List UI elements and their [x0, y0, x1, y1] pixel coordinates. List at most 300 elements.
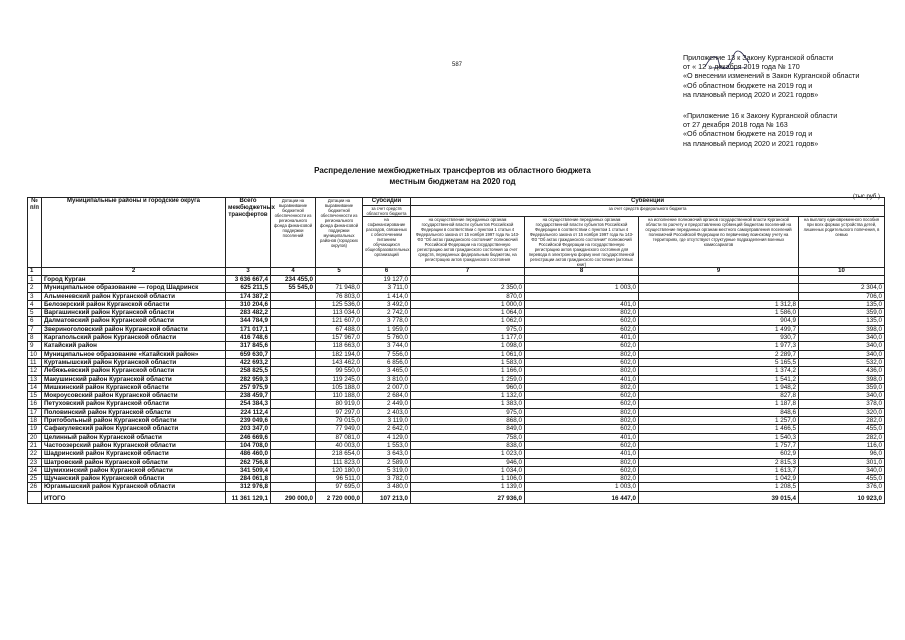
cell-d2: 120 180,0	[316, 466, 363, 474]
cell-d1	[271, 292, 316, 300]
cell-d1	[271, 458, 316, 466]
cell-d2: 40 003,0	[316, 441, 363, 449]
column-number: 8	[525, 268, 639, 276]
cell-n: 10	[28, 350, 42, 358]
cell-c10: 340,0	[799, 350, 885, 358]
table-row	[28, 358, 885, 366]
cell-c7: 870,0	[411, 292, 525, 300]
cell-c9: 5 165,5	[639, 358, 799, 366]
cell-d1	[271, 475, 316, 483]
cell-c9	[639, 276, 799, 284]
table-row	[28, 408, 885, 416]
cell-c10: 455,0	[799, 475, 885, 483]
cell-total: 341 509,4	[226, 466, 271, 474]
cell-total: 11 361 129,1	[226, 491, 271, 503]
cell-c7: 868,0	[411, 417, 525, 425]
total-row	[28, 491, 885, 503]
header-subventions: Субвенции	[411, 198, 885, 206]
title-line-1: Распределение межбюджетных трансфертов из областного бюджета	[314, 166, 591, 175]
cell-n: 13	[28, 375, 42, 383]
cell-n: 5	[28, 309, 42, 317]
cell-c9: 602,9	[639, 450, 799, 458]
appendix_bottom-line: «Об областном бюджете на 2019 год и	[683, 129, 813, 139]
cell-total: 283 482,2	[226, 309, 271, 317]
cell-name: Куртамышский район Курганской области	[42, 358, 226, 366]
cell-n: 22	[28, 450, 42, 458]
cell-c10: 340,0	[799, 334, 885, 342]
cell-c9: 1 042,9	[639, 475, 799, 483]
cell-c10: 282,0	[799, 417, 885, 425]
header-dotation-settlements: Дотации на выравнивание бюджетной обеспеченности из регионального фонда финансовой поддержки поселений	[271, 198, 316, 268]
table-row	[28, 392, 885, 400]
cell-c8: 401,0	[525, 375, 639, 383]
cell-total: 257 975,9	[226, 383, 271, 391]
cell-s: 3 643,0	[363, 450, 411, 458]
cell-c8: 802,0	[525, 383, 639, 391]
cell-c7	[411, 276, 525, 284]
cell-total: 312 976,8	[226, 483, 271, 491]
cell-c8: 401,0	[525, 334, 639, 342]
cell-s: 3 810,0	[363, 375, 411, 383]
cell-d2: 71 948,0	[316, 284, 363, 292]
cell-n: 15	[28, 392, 42, 400]
cell-d1	[271, 317, 316, 325]
table-row	[28, 450, 885, 458]
column-number: 1	[28, 268, 42, 276]
document-title	[0, 165, 905, 187]
cell-d1	[271, 350, 316, 358]
cell-c9: 827,8	[639, 392, 799, 400]
cell-c9: 1 312,8	[639, 300, 799, 308]
cell-c9: 1 187,8	[639, 400, 799, 408]
cell-d1: 290 000,0	[271, 491, 316, 503]
cell-d1: 55 545,0	[271, 284, 316, 292]
appendix_top-line: от « 12 » декабря 2019 года № 170	[683, 62, 800, 72]
cell-n: 19	[28, 425, 42, 433]
cell-c9: 1 257,0	[639, 417, 799, 425]
table-row	[28, 466, 885, 474]
cell-s: 3 119,0	[363, 417, 411, 425]
cell-d2: 97 297,0	[316, 408, 363, 416]
appendix_bottom-line: от 27 декабря 2018 года № 163	[683, 120, 788, 130]
cell-c9: 1 374,2	[639, 367, 799, 375]
cell-total: 238 459,7	[226, 392, 271, 400]
column-number: 9	[639, 268, 799, 276]
cell-total: 246 669,6	[226, 433, 271, 441]
cell-d1	[271, 441, 316, 449]
appendix_bottom-line: «Приложение 16 к Закону Курганской области	[683, 111, 838, 120]
cell-n: 20	[28, 433, 42, 441]
cell-c7: 2 350,0	[411, 284, 525, 292]
cell-c7: 1 583,0	[411, 358, 525, 366]
cell-c9: 1 948,2	[639, 383, 799, 391]
cell-c10: 10 923,0	[799, 491, 885, 503]
cell-s: 3 782,0	[363, 475, 411, 483]
cell-name: ИТОГО	[42, 491, 226, 503]
cell-c10: 359,0	[799, 309, 885, 317]
cell-name: Город Курган	[42, 276, 226, 284]
cell-c8: 1 003,0	[525, 483, 639, 491]
cell-d1	[271, 334, 316, 342]
cell-c9	[639, 292, 799, 300]
cell-d1	[271, 358, 316, 366]
cell-c7: 1 098,0	[411, 342, 525, 350]
cell-c9: 1 757,7	[639, 441, 799, 449]
cell-s: 3 465,0	[363, 367, 411, 375]
cell-s: 19 127,0	[363, 276, 411, 284]
cell-s: 1 959,0	[363, 325, 411, 333]
cell-c8: 802,0	[525, 475, 639, 483]
cell-s: 3 480,0	[363, 483, 411, 491]
cell-d2: 111 823,0	[316, 458, 363, 466]
cell-d1: 234 455,0	[271, 276, 316, 284]
table-row	[28, 433, 885, 441]
cell-name: Шатровский район Курганской области	[42, 458, 226, 466]
table-row	[28, 483, 885, 491]
cell-c10: 301,0	[799, 458, 885, 466]
cell-c9: 1 613,7	[639, 466, 799, 474]
cell-d2: 87 081,0	[316, 433, 363, 441]
cell-s: 2 007,0	[363, 383, 411, 391]
cell-name: Лебяжьевский район Курганской области	[42, 367, 226, 375]
cell-c8	[525, 292, 639, 300]
cell-d1	[271, 300, 316, 308]
cell-d1	[271, 400, 316, 408]
cell-total: 3 636 667,4	[226, 276, 271, 284]
cell-d2: 96 511,0	[316, 475, 363, 483]
cell-s: 1 414,0	[363, 292, 411, 300]
cell-c8: 602,0	[525, 425, 639, 433]
cell-c8: 802,0	[525, 408, 639, 416]
cell-c10: 116,0	[799, 441, 885, 449]
cell-name: Мокроусовский район Курганской области	[42, 392, 226, 400]
cell-s: 5 760,0	[363, 334, 411, 342]
cell-s: 2 449,0	[363, 400, 411, 408]
table-row	[28, 375, 885, 383]
cell-c9: 1 466,5	[639, 425, 799, 433]
cell-c10: 135,0	[799, 317, 885, 325]
cell-d1	[271, 483, 316, 491]
cell-name: Муниципальное образование «Катайский район»	[42, 350, 226, 358]
table-row	[28, 309, 885, 317]
cell-c7: 1 139,0	[411, 483, 525, 491]
cell-c7: 1 062,0	[411, 317, 525, 325]
cell-c9: 1 499,7	[639, 325, 799, 333]
cell-s: 1 553,0	[363, 441, 411, 449]
cell-n: 24	[28, 466, 42, 474]
cell-d2: 99 550,0	[316, 367, 363, 375]
header-name: Муниципальные районы и городские округа	[42, 198, 226, 268]
cell-s: 3 778,0	[363, 317, 411, 325]
cell-total: 282 959,3	[226, 375, 271, 383]
cell-total: 262 756,8	[226, 458, 271, 466]
cell-name: Шадринский район Курганской области	[42, 450, 226, 458]
table-row	[28, 475, 885, 483]
cell-name: Половинский район Курганской области	[42, 408, 226, 416]
cell-c7: 946,0	[411, 458, 525, 466]
table-row	[28, 458, 885, 466]
cell-total: 239 049,6	[226, 417, 271, 425]
cell-name: Варгашинский район Курганской области	[42, 309, 226, 317]
cell-total: 310 204,6	[226, 300, 271, 308]
cell-c7: 27 936,0	[411, 491, 525, 503]
table-row	[28, 417, 885, 425]
table-row	[28, 300, 885, 308]
cell-c8: 802,0	[525, 350, 639, 358]
table-row	[28, 342, 885, 350]
cell-name: Притобольный район Курганской области	[42, 417, 226, 425]
table-row	[28, 441, 885, 449]
appendix_top-line: на плановый период 2020 и 2021 годов»	[683, 89, 819, 99]
cell-n: 9	[28, 342, 42, 350]
cell-n: 25	[28, 475, 42, 483]
table-row	[28, 400, 885, 408]
cell-total: 203 347,0	[226, 425, 271, 433]
cell-total: 486 460,0	[226, 450, 271, 458]
cell-c7: 1 061,0	[411, 350, 525, 358]
column-number: 4	[271, 268, 316, 276]
cell-c8: 602,0	[525, 342, 639, 350]
cell-c7: 1 166,0	[411, 367, 525, 375]
cell-total: 224 112,4	[226, 408, 271, 416]
cell-d1	[271, 425, 316, 433]
table-row	[28, 350, 885, 358]
cell-d1	[271, 433, 316, 441]
cell-c9: 2 815,3	[639, 458, 799, 466]
cell-c9	[639, 284, 799, 292]
cell-c10: 340,0	[799, 466, 885, 474]
cell-c7: 1 259,0	[411, 375, 525, 383]
cell-n: 17	[28, 408, 42, 416]
table-row	[28, 317, 885, 325]
cell-s: 2 403,0	[363, 408, 411, 416]
column-number: 10	[799, 268, 885, 276]
table-row	[28, 367, 885, 375]
cell-c9: 1 540,3	[639, 433, 799, 441]
cell-total: 344 784,9	[226, 317, 271, 325]
table-row	[28, 284, 885, 292]
cell-c8: 602,0	[525, 400, 639, 408]
cell-n: 3	[28, 292, 42, 300]
cell-c7: 1 177,0	[411, 334, 525, 342]
header-subsidy-meals: на софинансирование расходов, связанных с обеспечением питанием обучающихся общеобразовательных организаций	[363, 217, 411, 268]
table-row	[28, 325, 885, 333]
cell-total: 254 384,3	[226, 400, 271, 408]
cell-c10: 340,0	[799, 392, 885, 400]
header-subvention-digitization: на осуществление переданных органам государственной власти субъектов Российской Федерации в соответствии с пунктом 1 статьи 4 Федерального закона от 15 ноября 1997 года № 143-ФЗ "Об актах гражданского состояния" полномочий Российской Федерации на государственную регистрацию актов гражданского состояния для перевода в электронную форму книг государственной регистрации актов гражданского состояния (актовых книг)	[525, 217, 639, 268]
cell-s: 5 319,0	[363, 466, 411, 474]
cell-n: 7	[28, 325, 42, 333]
cell-n: 8	[28, 334, 42, 342]
cell-n: 12	[28, 367, 42, 375]
cell-d2: 2 720 000,0	[316, 491, 363, 503]
cell-c10: 2 304,0	[799, 284, 885, 292]
cell-d2: 79 015,0	[316, 417, 363, 425]
cell-c7: 1 023,0	[411, 450, 525, 458]
cell-name: Муниципальное образование — город Шадринск	[42, 284, 226, 292]
cell-c9: 848,6	[639, 408, 799, 416]
cell-c10	[799, 276, 885, 284]
cell-n: 1	[28, 276, 42, 284]
cell-name: Мишкинский район Курганской области	[42, 383, 226, 391]
cell-total: 422 693,2	[226, 358, 271, 366]
cell-total: 174 387,2	[226, 292, 271, 300]
cell-c9: 1 977,3	[639, 342, 799, 350]
cell-c8: 602,0	[525, 392, 639, 400]
cell-c8: 16 447,0	[525, 491, 639, 503]
cell-d2: 105 188,0	[316, 383, 363, 391]
appendix_top-line: Приложение 13 к Закону Курганской области	[683, 53, 834, 62]
table-row	[28, 276, 885, 284]
cell-total: 416 748,6	[226, 334, 271, 342]
column-number: 2	[42, 268, 226, 276]
cell-n: 18	[28, 417, 42, 425]
cell-c7: 1 034,0	[411, 466, 525, 474]
cell-name: Макушинский район Курганской области	[42, 375, 226, 383]
header-dotation-districts: Дотации на выравнивание бюджетной обеспеченности из регионального фонда финансовой поддержки муниципальных районов (городских округов)	[316, 198, 363, 268]
cell-d2: 67 488,0	[316, 325, 363, 333]
cell-d1	[271, 383, 316, 391]
appendix_top-line: «О внесении изменений в Закон Курганской области	[683, 71, 860, 81]
cell-c7: 758,0	[411, 433, 525, 441]
cell-n: 16	[28, 400, 42, 408]
handwritten-signature	[703, 49, 751, 73]
cell-c7: 1 383,0	[411, 400, 525, 408]
cell-d2: 80 919,0	[316, 400, 363, 408]
appendix_top-line: «Об областном бюджете на 2019 год и	[683, 80, 813, 90]
table-row	[28, 334, 885, 342]
cell-d1	[271, 367, 316, 375]
cell-s: 3 711,0	[363, 284, 411, 292]
column-number: 3	[226, 268, 271, 276]
cell-n: 2	[28, 284, 42, 292]
cell-name: Юргамышский район Курганской области	[42, 483, 226, 491]
cell-c7: 838,0	[411, 441, 525, 449]
cell-c7: 975,0	[411, 325, 525, 333]
cell-c10: 340,0	[799, 342, 885, 350]
cell-s: 2 742,0	[363, 309, 411, 317]
header-subsidies: Субсидии	[363, 198, 411, 206]
cell-n: 6	[28, 317, 42, 325]
cell-c10: 135,0	[799, 300, 885, 308]
cell-s: 3 492,0	[363, 300, 411, 308]
cell-c8: 802,0	[525, 309, 639, 317]
cell-name: Катайский район	[42, 342, 226, 350]
cell-d2: 121 607,0	[316, 317, 363, 325]
cell-c8: 602,0	[525, 441, 639, 449]
header-subvention-military-registration: на исполнение полномочий органов государственной власти Курганской области по расчету и предоставлению субвенций бюджетам поселений на осуществление переданных органам местного самоуправления поселений полномочий Российской Федерации по первичному воинскому учету на территориях, где отсутствуют структурные подразделения военных комиссариатов	[639, 217, 799, 268]
column-number: 5	[316, 268, 363, 276]
cell-c10: 282,0	[799, 433, 885, 441]
cell-total: 104 708,0	[226, 441, 271, 449]
cell-c8: 602,0	[525, 466, 639, 474]
cell-n: 26	[28, 483, 42, 491]
cell-d1	[271, 375, 316, 383]
cell-d2: 125 536,0	[316, 300, 363, 308]
cell-s: 2 642,0	[363, 425, 411, 433]
cell-d2: 182 194,0	[316, 350, 363, 358]
appendix_bottom-line: на плановый период 2020 и 2021 годов»	[683, 138, 819, 148]
header-subvention-child-allowance: на выплату единовременного пособия при всех формах устройства детей, лишенных родительского попечения, в семью	[799, 217, 885, 268]
cell-c8: 1 003,0	[525, 284, 639, 292]
cell-c10: 320,0	[799, 408, 885, 416]
cell-s: 7 556,0	[363, 350, 411, 358]
cell-s: 2 589,0	[363, 458, 411, 466]
cell-total: 659 630,7	[226, 350, 271, 358]
cell-d1	[271, 342, 316, 350]
cell-d1	[271, 392, 316, 400]
cell-d2: 110 188,0	[316, 392, 363, 400]
cell-name: Частоозерский район Курганской области	[42, 441, 226, 449]
cell-c10: 436,0	[799, 367, 885, 375]
cell-c7: 1 000,0	[411, 300, 525, 308]
header-num: № п/п	[28, 198, 42, 268]
cell-s: 2 684,0	[363, 392, 411, 400]
cell-total: 171 017,1	[226, 325, 271, 333]
cell-name: Звериноголовский район Курганской области	[42, 325, 226, 333]
header-subsidies-source: за счет средств областного бюджета	[363, 206, 411, 217]
cell-c10: 455,0	[799, 425, 885, 433]
cell-d2: 97 695,0	[316, 483, 363, 491]
table-row	[28, 292, 885, 300]
column-number: 6	[363, 268, 411, 276]
cell-name: Шумихинский район Курганской области	[42, 466, 226, 474]
page-number: 587	[452, 62, 463, 68]
cell-c8: 401,0	[525, 300, 639, 308]
cell-c8: 602,0	[525, 317, 639, 325]
cell-s: 6 856,0	[363, 358, 411, 366]
cell-name: Альменевский район Курганской области	[42, 292, 226, 300]
cell-c8: 602,0	[525, 325, 639, 333]
cell-c7: 1 132,0	[411, 392, 525, 400]
cell-c9: 1 208,5	[639, 483, 799, 491]
cell-name: Сафакулевский район Курганской области	[42, 425, 226, 433]
cell-s: 3 744,0	[363, 342, 411, 350]
cell-c7: 960,0	[411, 383, 525, 391]
column-number: 7	[411, 268, 525, 276]
cell-total: 625 211,5	[226, 284, 271, 292]
cell-d2: 77 949,0	[316, 425, 363, 433]
cell-d1	[271, 325, 316, 333]
cell-c10: 378,0	[799, 400, 885, 408]
cell-d1	[271, 450, 316, 458]
cell-c7: 1 106,0	[411, 475, 525, 483]
cell-c10: 398,0	[799, 325, 885, 333]
cell-c9: 2 289,7	[639, 350, 799, 358]
header-subvention-civil-registration: на осуществление переданных органам государственной власти субъектов Российской Федерации в соответствии с пунктом 1 статьи 4 Федерального закона от 15 ноября 1997 года № 143-ФЗ "Об актах гражданского состояния" полномочий Российской Федерации на государственную регистрацию актов гражданского состояния за счет средств, переданных федеральным бюджетом, на регистрацию актов гражданского состояния	[411, 217, 525, 268]
cell-c10: 532,0	[799, 358, 885, 366]
appendix-header-previous	[683, 111, 837, 148]
cell-s: 107 213,0	[363, 491, 411, 503]
cell-d1	[271, 466, 316, 474]
cell-d2: 118 663,0	[316, 342, 363, 350]
cell-d2: 143 462,0	[316, 358, 363, 366]
cell-d1	[271, 408, 316, 416]
cell-c8: 602,0	[525, 358, 639, 366]
cell-s: 4 129,0	[363, 433, 411, 441]
cell-c10: 398,0	[799, 375, 885, 383]
cell-d2: 76 803,0	[316, 292, 363, 300]
cell-c9: 1 586,0	[639, 309, 799, 317]
cell-c10: 359,0	[799, 383, 885, 391]
cell-c8: 802,0	[525, 458, 639, 466]
cell-n: 23	[28, 458, 42, 466]
cell-name: Петуховский район Курганской области	[42, 400, 226, 408]
cell-d2: 119 245,0	[316, 375, 363, 383]
cell-c8: 401,0	[525, 450, 639, 458]
cell-c7: 849,0	[411, 425, 525, 433]
cell-n: 11	[28, 358, 42, 366]
